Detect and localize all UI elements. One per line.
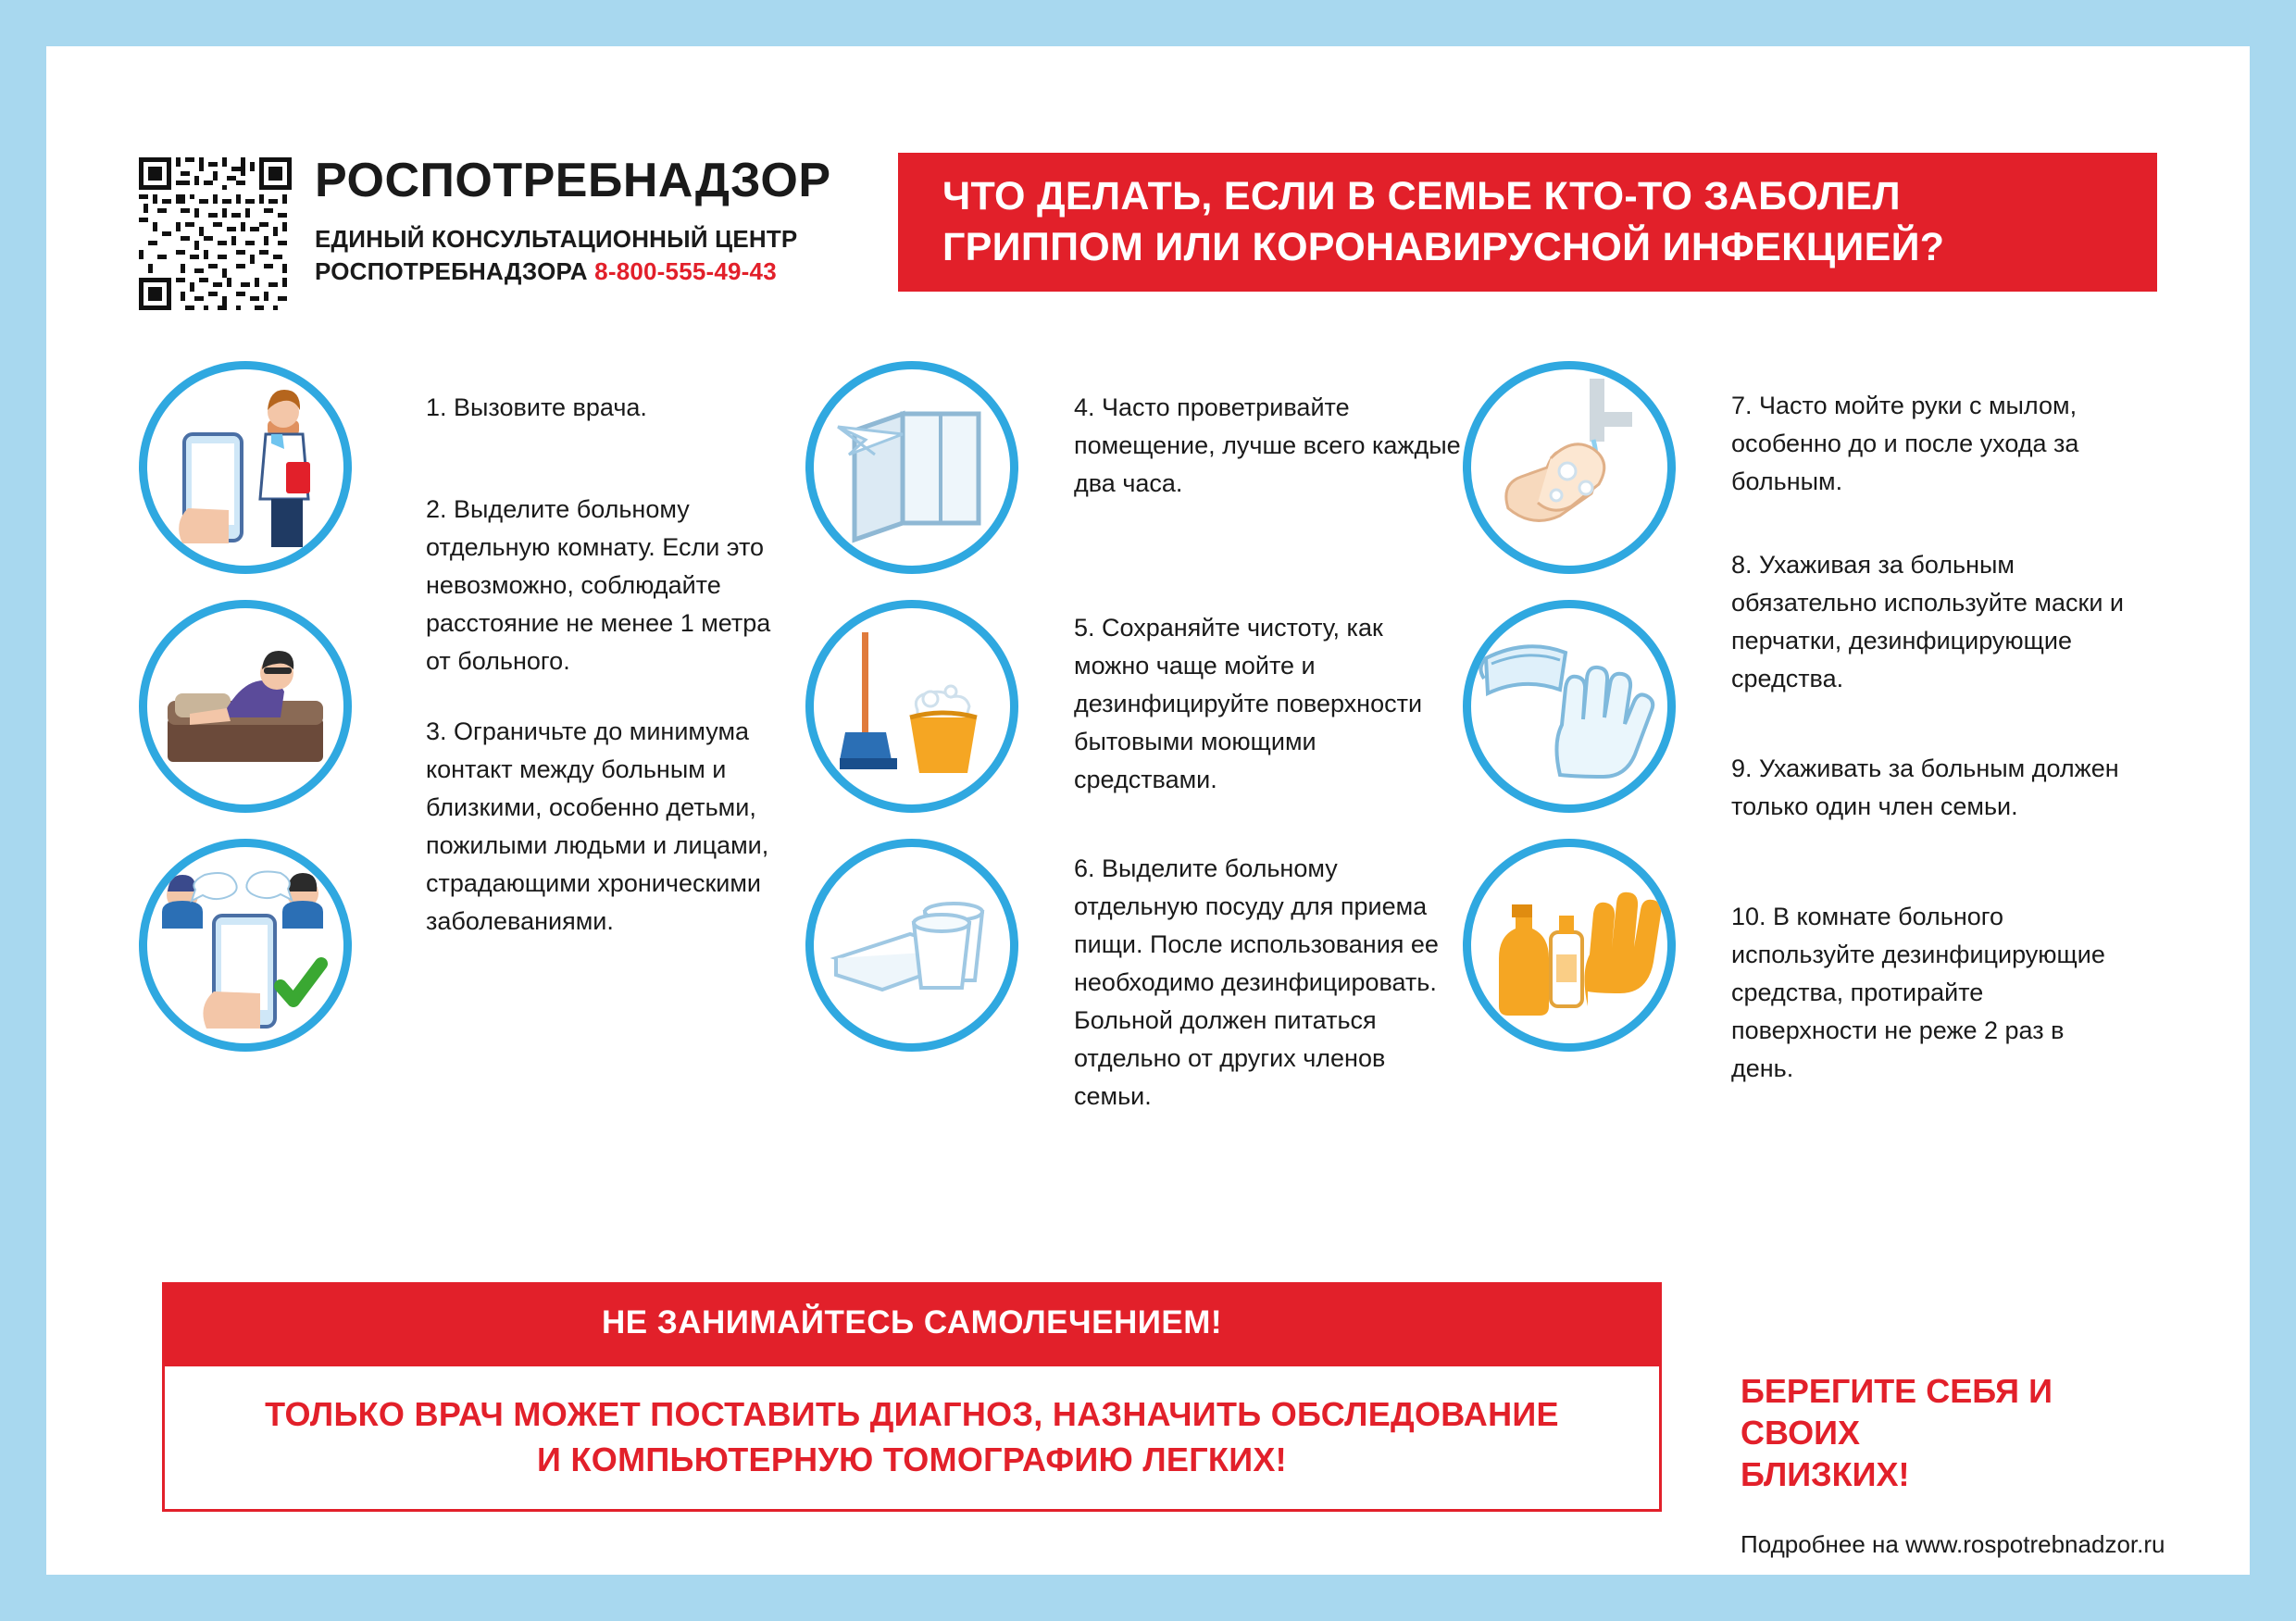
step-8: 8. Ухаживая за больным обязательно используйте маски и перчатки, дезинфицирующие средства. xyxy=(1731,551,2124,693)
open-window-icon xyxy=(805,361,1018,574)
poster-title-line1: ЧТО ДЕЛАТЬ, ЕСЛИ В СЕМЬЕ КТО-ТО ЗАБОЛЕЛ xyxy=(942,173,1901,218)
step-6: 6. Выделите больному отдельную посуду для приема пищи. После использования ее необходимо дезинфицировать. Больной должен питаться отдельно от других членов семьи. xyxy=(1074,854,1439,1111)
brand-name: РОСПОТРЕБНАДЗОР xyxy=(315,154,831,207)
doctor-diagnosis-line1: ТОЛЬКО ВРАЧ МОЖЕТ ПОСТАВИТЬ ДИАГНОЗ, НАЗНАЧИТЬ ОБСЛЕДОВАНИЕ xyxy=(265,1395,1559,1434)
step-5: 5. Сохраняйте чистоту, как можно чаще мойте и дезинфицируйте поверхности бытовыми моющими средствами. xyxy=(1074,614,1423,794)
poster-title-band xyxy=(898,153,2157,292)
mop-bucket-icon xyxy=(805,600,1018,813)
poster xyxy=(46,46,2250,1575)
dishes-icon xyxy=(805,839,1018,1052)
consulting-center-line1: ЕДИНЫЙ КОНСУЛЬТАЦИОННЫЙ ЦЕНТР xyxy=(315,224,798,253)
doctor-diagnosis-line2: И КОМПЬЮТЕРНУЮ ТОМОГРАФИЮ ЛЕГКИХ! xyxy=(537,1440,1287,1478)
poster-title-line2: ГРИППОМ ИЛИ КОРОНАВИРУСНОЙ ИНФЕКЦИЕЙ? xyxy=(942,225,1945,269)
hand-washing-icon xyxy=(1463,361,1676,574)
separate-room-icon xyxy=(139,600,352,813)
step-4: 4. Часто проветривайте помещение, лучше всего каждые два часа. xyxy=(1074,393,1461,498)
step-10: 10. В комнате больного используйте дезинфицирующие средства, протирайте поверхности не реже 2 раз в день. xyxy=(1731,903,2105,1083)
limit-contact-icon xyxy=(139,839,352,1052)
consulting-center-line2: РОСПОТРЕБНАДЗОРА xyxy=(315,256,588,285)
disinfectant-icon xyxy=(1463,839,1676,1052)
doctor-call-icon xyxy=(139,361,352,574)
more-info-link[interactable]: Подробнее на www.rospotrebnadzor.ru xyxy=(1741,1530,2165,1558)
step-2: 2. Выделите больному отдельную комнату. Если это невозможно, соблюдайте расстояние не менее 1 метра от больного. xyxy=(426,495,771,676)
step-9: 9. Ухаживать за больным должен только один член семьи. xyxy=(1731,754,2119,821)
consulting-center-text xyxy=(315,223,831,288)
step-3: 3. Ограничьте до минимума контакт между больным и близкими, особенно детьми, пожилыми людьми и лицами, страдающими хроническими заболеваниями. xyxy=(426,717,769,936)
brand-block xyxy=(315,156,831,288)
qr-code-icon xyxy=(139,157,292,310)
step-1: 1. Вызовите врача. xyxy=(426,393,647,421)
no-self-medication-banner xyxy=(162,1282,1662,1364)
hotline-phone: 8-800-555-49-43 xyxy=(594,256,777,285)
poster-header xyxy=(46,130,2250,315)
care-line1: БЕРЕГИТЕ СЕБЯ И СВОИХ xyxy=(1741,1372,2053,1452)
care-block xyxy=(1741,1370,2176,1559)
no-self-medication-text: НЕ ЗАНИМАЙТЕСЬ САМОЛЕЧЕНИЕМ! xyxy=(601,1304,1223,1340)
step-7: 7. Часто мойте руки с мылом, особенно до и после ухода за больным. xyxy=(1731,392,2079,496)
doctor-diagnosis-banner xyxy=(162,1364,1662,1512)
care-line2: БЛИЗКИХ! xyxy=(1741,1455,1910,1493)
mask-gloves-icon xyxy=(1463,600,1676,813)
